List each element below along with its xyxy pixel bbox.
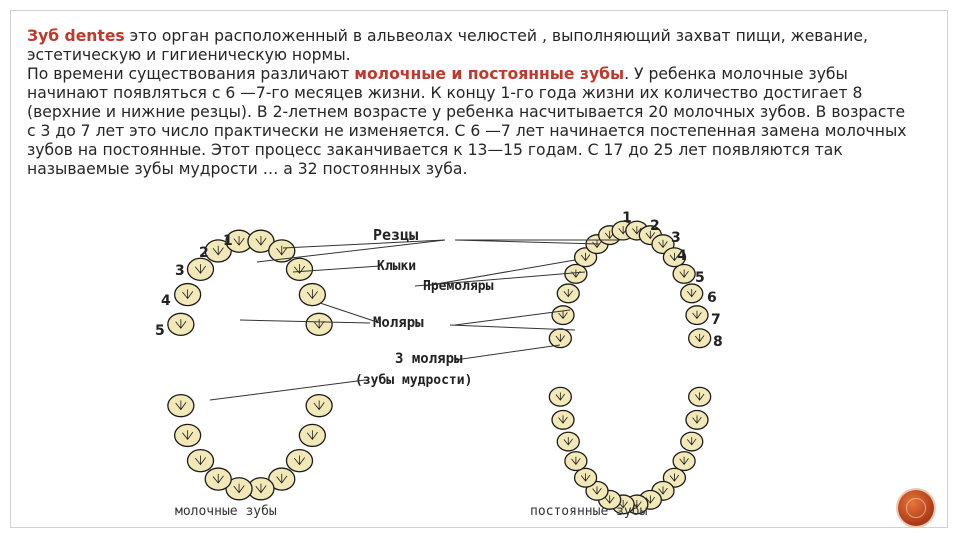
next-slide-button[interactable] bbox=[898, 490, 934, 526]
definition-text: это орган расположенный в альвеолах челюстей , выполняющий захват пищи, жевание, эстетическую и гигиеническую нормы. bbox=[27, 27, 868, 64]
description-body: . У ребенка молочные зубы начинают появляться с 6 —7-го месяцев жизни. К концу 1-го года жизни их количество достигает 8 (верхние и нижние резцы). В 2-летнем возрасте у ребенка насчитывается 20 молочных зубов. В возрасте с 3 до 7 лет это число практически не изменяется. С 6 —7 лет начинается постепенная замена молочных зубов на постоянные. Этот процесс заканчивается к 13—15 годам. С 17 до 25 лет появляются так называемые зубы мудрости bbox=[27, 65, 907, 178]
next-slide-button-ring bbox=[906, 498, 926, 518]
description-end: а 32 постоянных зуба. bbox=[283, 160, 468, 178]
milk-tooth-number: 1 bbox=[223, 233, 233, 249]
definition-paragraph bbox=[27, 27, 907, 65]
perm-tooth-number: 8 bbox=[713, 334, 723, 350]
leader-line bbox=[455, 240, 600, 244]
perm-tooth-number: 2 bbox=[650, 218, 660, 234]
perm-tooth-number: 4 bbox=[677, 248, 687, 264]
caption-permanent-teeth: постоянные зубы bbox=[530, 504, 648, 519]
teeth-diagram bbox=[155, 200, 735, 520]
leader-line bbox=[455, 345, 560, 360]
leader-line bbox=[283, 240, 445, 248]
term-highlight: Зуб dentes bbox=[27, 27, 125, 45]
perm-tooth-number: 3 bbox=[671, 230, 681, 246]
label-canines: Клыки bbox=[377, 259, 417, 274]
leader-line bbox=[450, 325, 575, 330]
description-paragraph bbox=[27, 65, 907, 179]
milk-tooth-number: 4 bbox=[161, 293, 171, 309]
description-hidden: … bbox=[257, 160, 284, 178]
milk-tooth-number: 5 bbox=[155, 323, 165, 339]
perm-tooth-number: 7 bbox=[711, 312, 721, 328]
leader-line bbox=[210, 380, 365, 400]
permanent-teeth-arch bbox=[549, 221, 710, 514]
label-wisdom-teeth: (зубы мудрости) bbox=[355, 373, 473, 388]
caption-milk-teeth: молочные зубы bbox=[175, 504, 277, 519]
teeth-diagram-svg bbox=[155, 200, 735, 520]
label-premolars: Премоляры bbox=[423, 279, 494, 294]
label-molars: Моляры bbox=[373, 315, 424, 331]
perm-tooth-number: 1 bbox=[622, 210, 632, 226]
perm-tooth-number: 6 bbox=[707, 290, 717, 306]
description-start: По времени существования различают bbox=[27, 65, 355, 83]
leader-line bbox=[240, 320, 370, 323]
milk-tooth-number: 2 bbox=[199, 245, 209, 261]
milk-tooth-number: 3 bbox=[175, 263, 185, 279]
slide-text bbox=[27, 27, 907, 179]
perm-tooth-number: 5 bbox=[695, 270, 705, 286]
label-third-molars: 3 моляры bbox=[395, 351, 463, 367]
teeth-types-highlight: молочные и постоянные зубы bbox=[354, 65, 625, 83]
label-incisors: Резцы bbox=[373, 226, 419, 244]
